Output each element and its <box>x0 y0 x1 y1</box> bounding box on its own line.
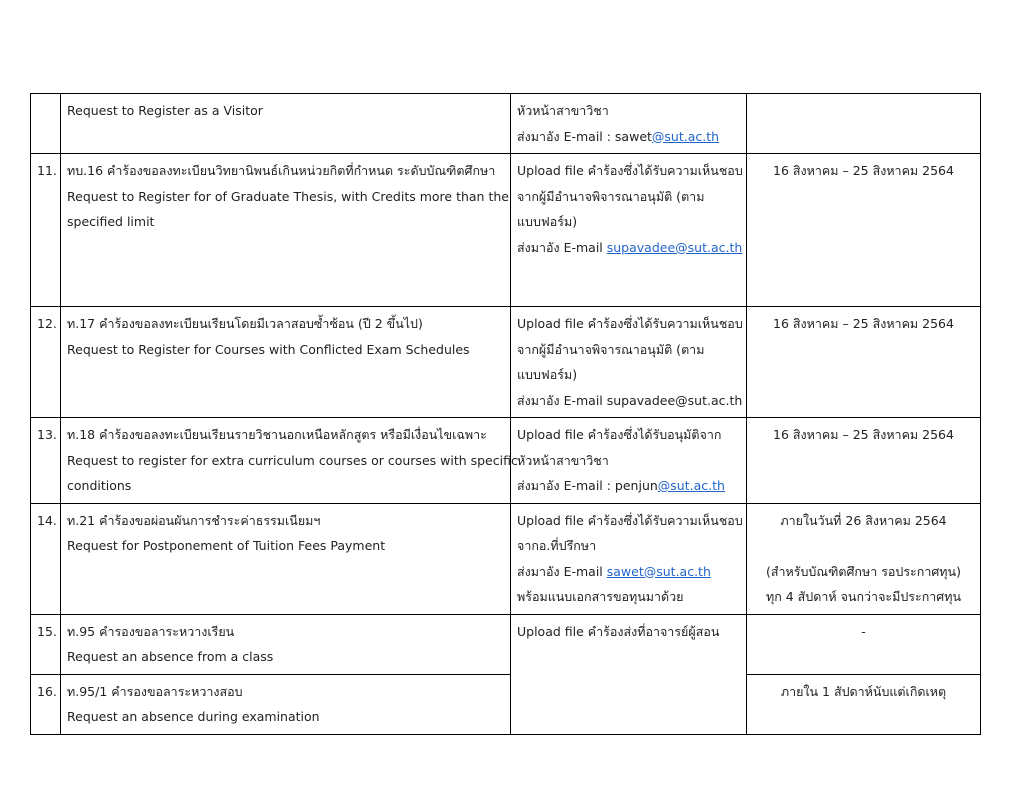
request-title-en: Request an absence during examination <box>67 709 320 724</box>
submission-method-cell <box>511 154 747 307</box>
method-line: Upload file คำร้องส่งที่อาจารย์ผู้สอน <box>517 623 720 639</box>
request-title-cell <box>61 154 511 307</box>
method-line: พร้อมแนบเอกสารขอทุนมาด้วย <box>517 589 684 604</box>
request-title-th: ท.17 คำร้องขอลงทะเบียนเรียนโดยมีเวลาสอบซ้ำซ้อน (ปี 2 ขึ้นไป) <box>67 316 423 331</box>
request-title-en: Request for Postponement of Tuition Fees Payment <box>67 538 386 553</box>
row-number <box>31 94 61 154</box>
table-row <box>31 307 981 418</box>
method-line: ส่งมาอัง E-mail supavadee@sut.ac.th <box>517 392 743 408</box>
request-title-en: Request to Register for of Graduate Thesis, with Credits more than the <box>67 188 509 204</box>
period-cell <box>747 94 981 154</box>
method-line: Upload file คำร้องซึ่งได้รับความเห็นชอบ <box>517 512 743 528</box>
method-line: หัวหน้าสาขาวิชา <box>517 103 609 118</box>
period-cell: - <box>747 614 981 674</box>
period-spacer <box>753 533 974 559</box>
period-cell: 16 สิงหาคม – 25 สิงหาคม 2564 <box>747 418 981 504</box>
request-title-en: Request to Register for Courses with Conflicted Exam Schedules <box>67 341 470 357</box>
method-line: จากอ.ที่ปรึกษา <box>517 538 597 553</box>
table-row <box>31 418 981 504</box>
method-line: แบบฟอร์ม) <box>517 214 578 229</box>
table-row <box>31 614 981 674</box>
period-cell <box>747 503 981 614</box>
table-row <box>31 503 981 614</box>
request-title-en: Request to register for extra curriculum courses or courses with specific <box>67 452 518 468</box>
request-title-en: Request an absence from a class <box>67 649 274 664</box>
email-link[interactable]: sawet@sut.ac.th <box>606 563 711 579</box>
period-cell: 16 สิงหาคม – 25 สิงหาคม 2564 <box>747 154 981 307</box>
submission-method-cell <box>511 94 747 154</box>
table-row <box>31 674 981 734</box>
request-title-th: ท.18 คำร้องขอลงทะเบียนเรียนรายวิชานอกเหนือหลักสูตร หรือมีเงื่อนไขเฉพาะ <box>67 427 487 442</box>
request-title-en: conditions <box>67 478 132 493</box>
method-line: จากผู้มีอำนาจพิจารณาอนุมัติ (ตาม <box>517 188 705 204</box>
method-line: แบบฟอร์ม) <box>517 367 578 382</box>
request-title-cell <box>61 307 511 418</box>
row-number: 16. <box>31 674 61 734</box>
email-prefix: ส่งมาอัง E-mail <box>517 563 607 579</box>
shared-submission-method-cell <box>511 614 747 734</box>
period-line: ภายในวันที่ 26 สิงหาคม 2564 <box>780 512 947 528</box>
period-cell: ภายใน 1 สัปดาห์นับแต่เกิดเหตุ <box>747 674 981 734</box>
request-forms-table <box>30 93 981 735</box>
email-prefix: ส่งมาอัง E-mail : penjun <box>517 478 658 493</box>
row-number: 14. <box>31 503 61 614</box>
submission-method-cell <box>511 503 747 614</box>
request-title-cell <box>61 94 511 154</box>
method-line: Upload file คำร้องซึ่งได้รับความเห็นชอบ <box>517 316 743 331</box>
request-title-cell <box>61 614 511 674</box>
method-line: จากผู้มีอำนาจพิจารณาอนุมัติ (ตาม <box>517 341 705 357</box>
method-line: Upload file คำร้องซึ่งได้รับความเห็นชอบ <box>517 163 743 178</box>
request-title-cell <box>61 418 518 504</box>
submission-method-cell <box>511 307 747 418</box>
row-number: 15. <box>31 614 61 674</box>
period-line: ทุก 4 สัปดาห์ จนกว่าจะมีประกาศทุน <box>765 589 962 604</box>
row-number: 11. <box>31 154 61 307</box>
row-number: 12. <box>31 307 61 418</box>
request-title-th: ทบ.16 คำร้องขอลงทะเบียนวิทยานิพนธ์เกินหน่วยกิตที่กำหนด ระดับบัณฑิตศึกษา <box>67 163 496 178</box>
table-row <box>31 94 981 154</box>
email-link[interactable]: @sut.ac.th <box>657 478 725 493</box>
email-prefix: ส่งมาอัง E-mail : sawet <box>517 128 652 144</box>
table-row <box>31 154 981 307</box>
request-title-cell <box>61 674 511 734</box>
submission-method-cell <box>511 418 747 504</box>
request-title-en: Request to Register as a Visitor <box>67 103 263 118</box>
period-line: (สำหรับบัณฑิตศึกษา รอประกาศทุน) <box>766 563 961 579</box>
email-prefix: ส่งมาอัง E-mail <box>517 239 607 255</box>
method-line: หัวหน้าสาขาวิชา <box>517 452 609 468</box>
email-link[interactable]: supavadee@sut.ac.th <box>606 239 743 255</box>
request-title-en: specified limit <box>67 214 155 229</box>
request-title-th: ท.21 คำร้องขอผ่อนผันการชำระค่าธรรมเนียมฯ <box>67 512 321 528</box>
email-link[interactable]: @sut.ac.th <box>651 128 720 144</box>
request-title-cell <box>61 503 511 614</box>
request-title-th: ท.95 คำรองขอลาระหวางเรียน <box>67 623 235 639</box>
row-number: 13. <box>31 418 61 504</box>
method-line: Upload file คำร้องซึ่งได้รับอนุมัติจาก <box>517 427 722 442</box>
period-cell: 16 สิงหาคม – 25 สิงหาคม 2564 <box>747 307 981 418</box>
request-title-th: ท.95/1 คำรองขอลาระหวางสอบ <box>67 683 243 699</box>
